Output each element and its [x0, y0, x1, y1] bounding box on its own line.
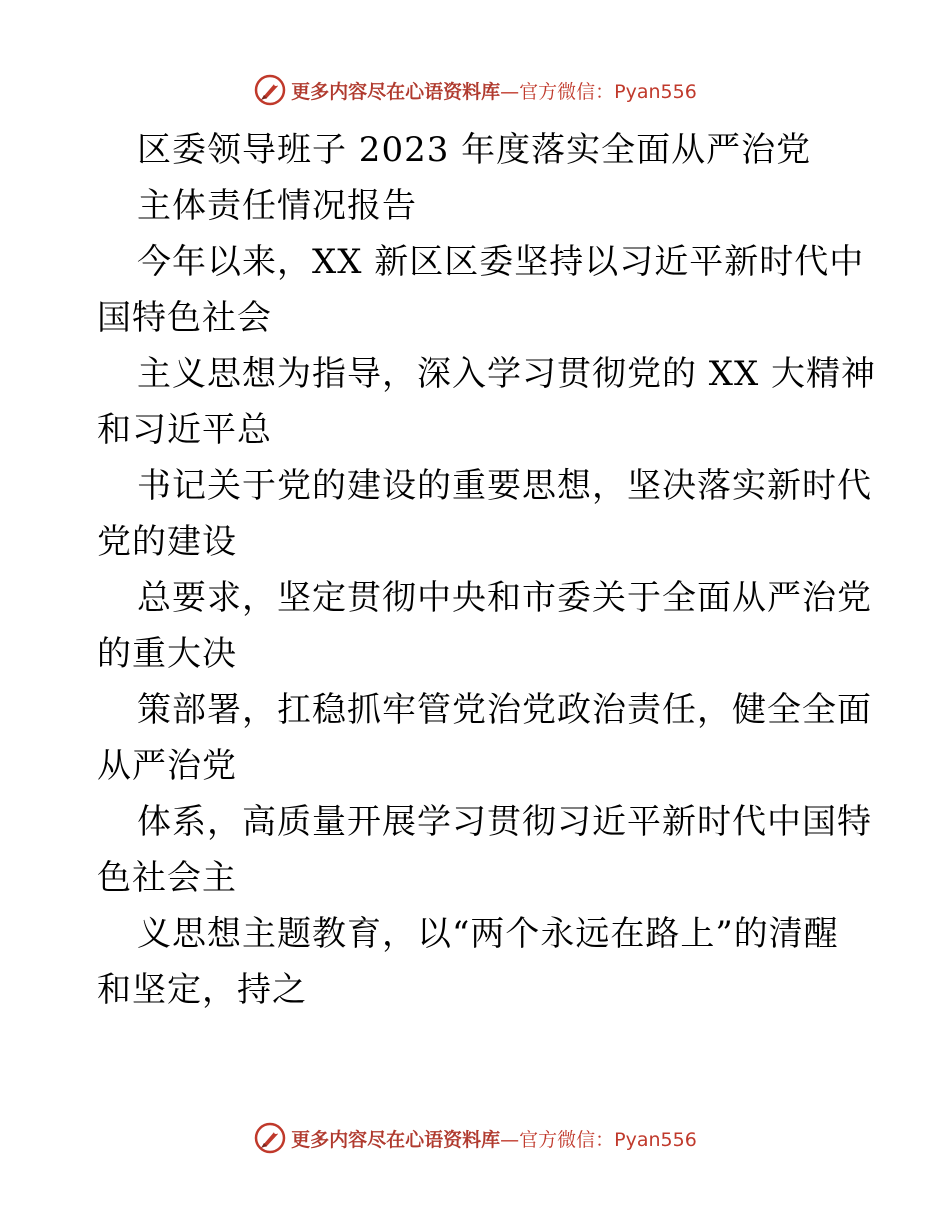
document-title-line-1: 区委领导班子 2023 年度落实全面从严治党	[137, 130, 812, 170]
watermark-wechat-text: 官方微信：Pyan556	[519, 80, 697, 103]
paragraph-line: 从严治党	[97, 746, 237, 786]
watermark-separator: —	[500, 1128, 520, 1151]
watermark-text	[291, 1125, 697, 1152]
paragraph-line: 色社会主	[97, 858, 237, 898]
paragraph-line: 主义思想为指导，深入学习贯彻党的 XX 大精神	[137, 354, 877, 394]
paragraph-line: 书记关于党的建设的重要思想，坚决落实新时代	[137, 466, 872, 506]
watermark-main-text: 更多内容尽在心语资料库	[291, 80, 501, 103]
watermark-main-text: 更多内容尽在心语资料库	[291, 1128, 501, 1151]
watermark-header	[0, 70, 950, 110]
pen-nib-logo-icon	[253, 1121, 287, 1155]
paragraph-line: 和习近平总	[97, 410, 272, 450]
document-title-line-2: 主体责任情况报告	[137, 186, 417, 226]
paragraph-line: 的重大决	[97, 634, 237, 674]
paragraph-line: 和坚定，持之	[97, 970, 307, 1010]
paragraph-line: 党的建设	[97, 522, 237, 562]
paragraph-line: 国特色社会	[97, 298, 272, 338]
paragraph-line: 策部署，扛稳抓牢管党治党政治责任，健全全面	[137, 690, 872, 730]
watermark-separator: —	[500, 80, 520, 103]
watermark-wechat-text: 官方微信：Pyan556	[519, 1128, 697, 1151]
paragraph-line: 体系，高质量开展学习贯彻习近平新时代中国特	[137, 802, 872, 842]
watermark-text	[291, 77, 697, 104]
document-body	[97, 122, 877, 1018]
pen-nib-logo-icon	[253, 73, 287, 107]
paragraph-line: 今年以来，XX 新区区委坚持以习近平新时代中	[137, 242, 865, 282]
watermark-footer	[0, 1118, 950, 1158]
paragraph-line: 总要求，坚定贯彻中央和市委关于全面从严治党	[137, 578, 872, 618]
paragraph-line: 义思想主题教育，以“两个永远在路上”的清醒	[137, 914, 839, 954]
